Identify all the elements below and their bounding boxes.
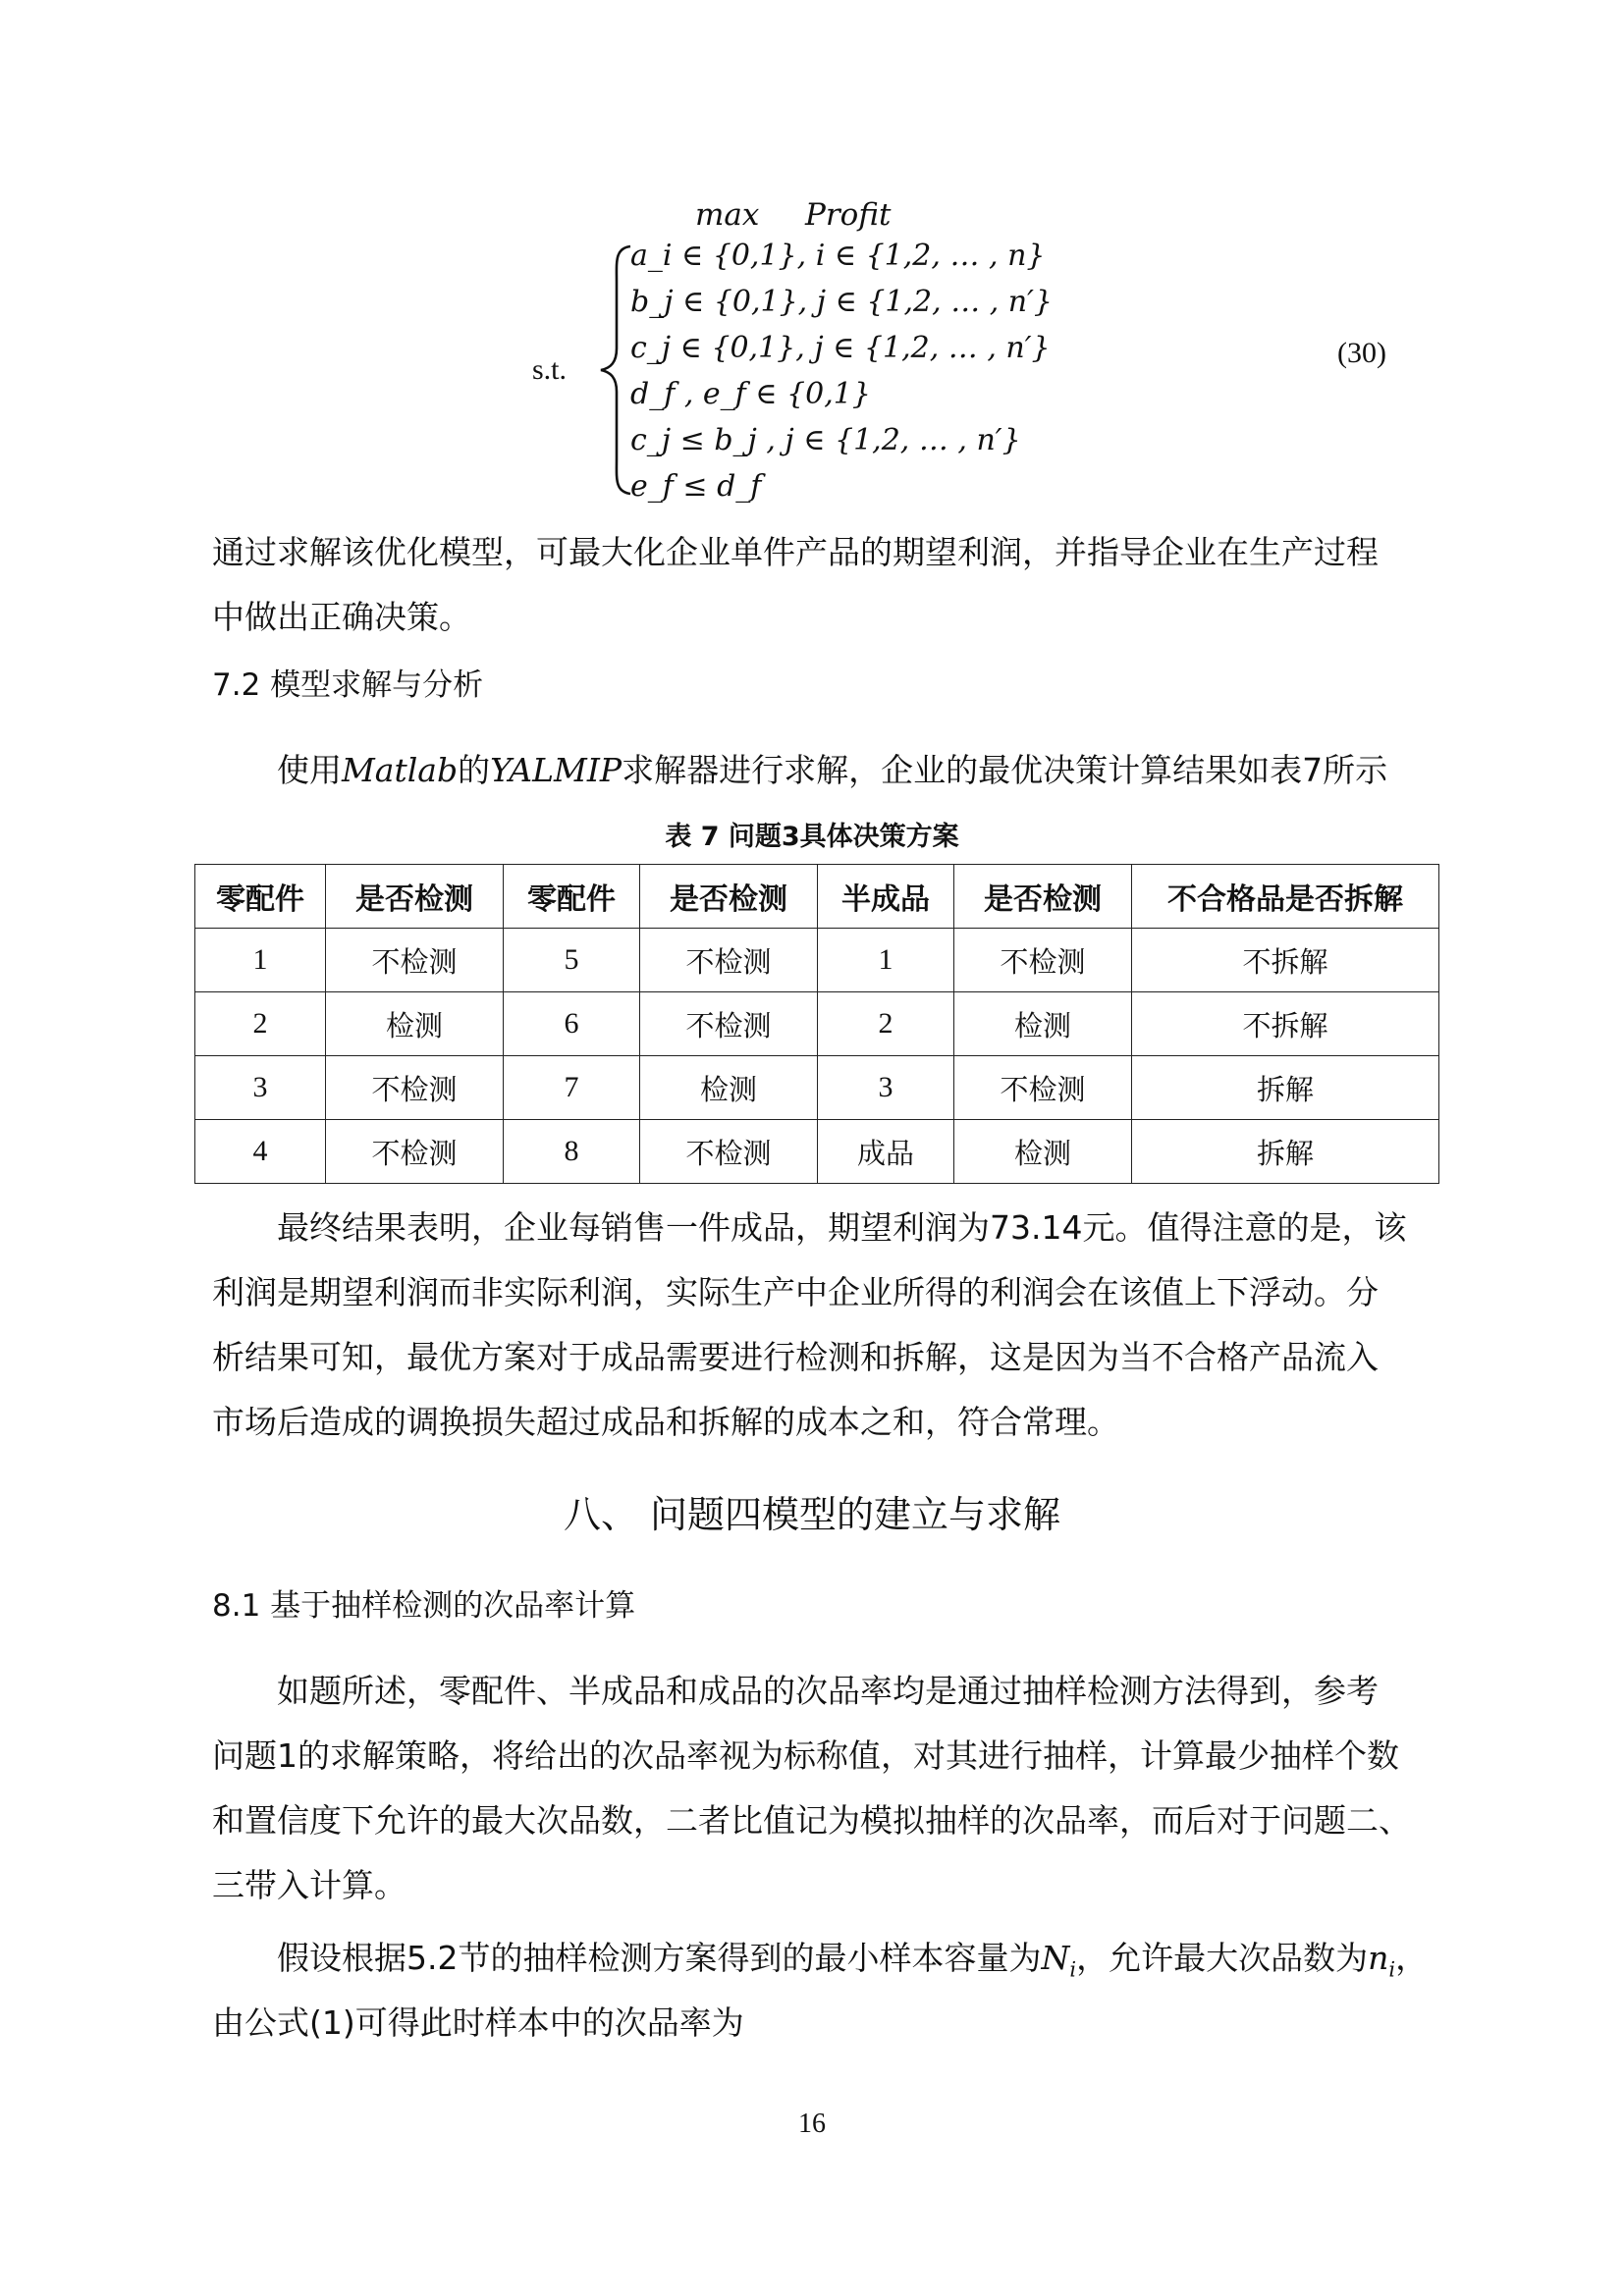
- table-cell: 2: [818, 992, 954, 1056]
- constraint-line: c_j ∈ {0,1}, j ∈ {1,2, … , n′}: [630, 331, 1051, 365]
- table-cell: 检测: [640, 1056, 818, 1120]
- table-header-cell: 是否检测: [954, 865, 1132, 929]
- table-cell: 不检测: [326, 1056, 504, 1120]
- table-cell: 7: [504, 1056, 640, 1120]
- table-header-cell: 是否检测: [640, 865, 818, 929]
- table-header-cell: 半成品: [818, 865, 954, 929]
- table-header-cell: 零配件: [195, 865, 326, 929]
- table-cell: 1: [195, 929, 326, 992]
- table-cell: 检测: [326, 992, 504, 1056]
- constraint-line: b_j ∈ {0,1}, j ∈ {1,2, … , n′}: [630, 285, 1054, 319]
- text-span: 的: [458, 751, 491, 789]
- objective-variable: Profit: [805, 197, 892, 233]
- table-cell: 不检测: [954, 929, 1132, 992]
- table-cell: 1: [818, 929, 954, 992]
- table-cell: 不检测: [326, 1120, 504, 1184]
- table-cell: 6: [504, 992, 640, 1056]
- constraint-list: [630, 239, 1053, 515]
- text-span: 使用: [277, 751, 342, 789]
- paragraph-line: 问题1的求解策略，将给出的次品率视为标称值，对其进行抽样，计算最少抽样个数: [212, 1736, 1399, 1775]
- constraint-line: a_i ∈ {0,1}, i ∈ {1,2, … , n}: [630, 239, 1046, 273]
- math-variable: N: [1041, 1939, 1070, 1977]
- paragraph-solver: [277, 738, 1387, 803]
- table-header-cell: 不合格品是否拆解: [1132, 865, 1439, 929]
- text-span: ，允许最大次品数为: [1076, 1939, 1369, 1977]
- table-caption: 表 7 问题3具体决策方案: [665, 822, 959, 852]
- section-title-8: 八、 问题四模型的建立与求解: [563, 1493, 1061, 1536]
- paragraph-line: 由公式(1)可得此时样本中的次品率为: [212, 2003, 744, 2042]
- math-variable: n: [1368, 1939, 1389, 1977]
- paragraph-line: 通过求解该优化模型，可最大化企业单件产品的期望利润，并指导企业在生产过程: [212, 533, 1379, 571]
- table-header-cell: 是否检测: [326, 865, 504, 929]
- table-cell: 不检测: [640, 929, 818, 992]
- table-cell: 检测: [954, 1120, 1132, 1184]
- paragraph-line: 析结果可知，最优方案对于成品需要进行检测和拆解，这是因为当不合格产品流入: [212, 1338, 1379, 1376]
- text-span: 假设根据5.2节的抽样检测方案得到的最小样本容量为: [277, 1939, 1042, 1977]
- text-span: ，: [1395, 1939, 1429, 1977]
- equation-number: (30): [1337, 337, 1386, 369]
- table-cell: 8: [504, 1120, 640, 1184]
- table-cell: 不拆解: [1132, 992, 1439, 1056]
- paragraph-line: 中做出正确决策。: [212, 598, 471, 636]
- table-cell: 不检测: [640, 992, 818, 1056]
- section-heading-7-2: 7.2 模型求解与分析: [212, 667, 484, 703]
- table-cell: 5: [504, 929, 640, 992]
- paragraph-line: 和置信度下允许的最大次品数，二者比值记为模拟抽样的次品率，而后对于问题二、: [212, 1801, 1411, 1840]
- table-header-cell: 零配件: [504, 865, 640, 929]
- table-cell: 2: [195, 992, 326, 1056]
- table-cell: 检测: [954, 992, 1132, 1056]
- table-cell: 拆解: [1132, 1120, 1439, 1184]
- table-cell: 不检测: [954, 1056, 1132, 1120]
- section-heading-8-1: 8.1 基于抽样检测的次品率计算: [212, 1588, 636, 1624]
- table-cell: 不拆解: [1132, 929, 1439, 992]
- math-subscript: i: [1388, 1957, 1396, 1982]
- objective-operator: max: [695, 197, 760, 233]
- subject-to-label: s.t.: [532, 353, 568, 386]
- table-cell: 不检测: [326, 929, 504, 992]
- math-solver-name: YALMIP: [490, 751, 623, 789]
- decision-table: [194, 864, 1439, 1184]
- table-row: [195, 992, 1439, 1056]
- table-row: [195, 1056, 1439, 1120]
- table-cell: 拆解: [1132, 1056, 1439, 1120]
- table-row: [195, 929, 1439, 992]
- table-cell: 4: [195, 1120, 326, 1184]
- page-number: 16: [798, 2109, 826, 2139]
- table-cell: 3: [195, 1056, 326, 1120]
- table-row: [195, 1120, 1439, 1184]
- paragraph-line: 市场后造成的调换损失超过成品和拆解的成本之和，符合常理。: [212, 1403, 1119, 1441]
- table-cell: 成品: [818, 1120, 954, 1184]
- constraint-line: c_j ≤ b_j , j ∈ {1,2, … , n′}: [630, 423, 1021, 457]
- paragraph-line: 三带入计算。: [212, 1866, 406, 1904]
- math-subscript: i: [1069, 1957, 1077, 1982]
- paragraph-line: 如题所述，零配件、半成品和成品的次品率均是通过抽样检测方法得到，参考: [277, 1672, 1379, 1710]
- constraint-line: e_f ≤ d_f: [630, 469, 762, 504]
- optimization-formula: [520, 191, 1502, 506]
- table-cell: 3: [818, 1056, 954, 1120]
- constraint-line: d_f , e_f ∈ {0,1}: [630, 377, 871, 411]
- text-span: 求解器进行求解，企业的最优决策计算结果如表7所示: [622, 751, 1388, 789]
- table-header-row: [195, 865, 1439, 929]
- paragraph-line: 利润是期望利润而非实际利润，实际生产中企业所得的利润会在该值上下浮动。分: [212, 1273, 1379, 1311]
- table-cell: 不检测: [640, 1120, 818, 1184]
- math-tool-name: Matlab: [342, 751, 459, 789]
- paragraph-line: 最终结果表明，企业每销售一件成品，期望利润为73.14元。值得注意的是，该: [277, 1208, 1407, 1247]
